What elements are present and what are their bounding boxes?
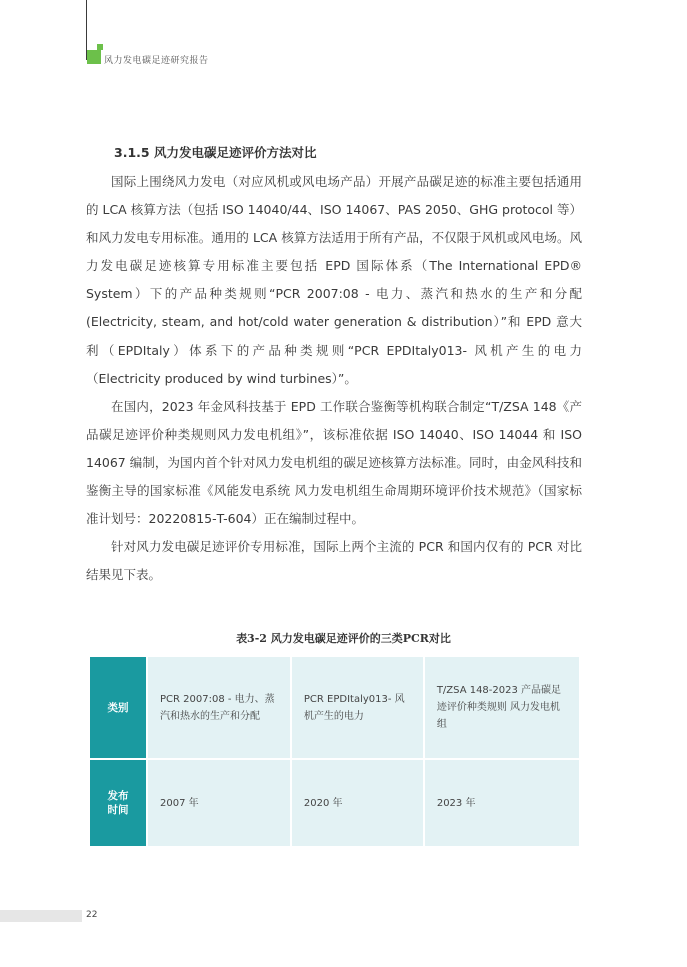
row-header-label: 发布时间 (107, 790, 129, 816)
table-cell: PCR EPDItaly013- 风机产生的电力 (291, 656, 424, 759)
pcr-comparison-table (88, 655, 581, 848)
paragraph: 国际上围绕风力发电（对应风机或风电场产品）开展产品碳足迹的标准主要包括通用的 LCA 核算方法（包括 ISO 14040/44、ISO 14067、PAS 2050、GHG protocol 等）和风力发电专用标准。通用的 LCA 核算方法适用于所有产品，不仅限于风机或风电场。风力发电碳足迹核算专用标准主要包括 EPD 国际体系（The International EPD® System）下的产品种类规则“PCR 2007:08 - 电力、蒸汽和热水的生产和分配(Electricity, steam, and hot/cold water generation & distribution）”和 EPD 意大利（EPDItaly）体系下的产品种类规则“PCR EPDItaly013- 风机产生的电力（Electricity produced by wind turbines）”。 (86, 174, 582, 386)
header-logo-small-square (97, 44, 103, 50)
running-title: 风力发电碳足迹研究报告 (104, 56, 209, 66)
table-row (89, 759, 580, 847)
page-number: 22 (86, 910, 98, 920)
header-logo-square (87, 50, 101, 64)
table-cell: 2020 年 (291, 759, 424, 847)
table-cell: 2007 年 (147, 759, 291, 847)
paragraph: 针对风力发电碳足迹评价专用标准，国际上两个主流的 PCR 和国内仅有的 PCR 对比结果见下表。 (86, 539, 582, 583)
paragraph: 在国内，2023 年金风科技基于 EPD 工作联合鉴衡等机构联合制定“T/ZSA 148《产品碳足迹评价种类规则风力发电机组》”，该标准依据 ISO 14040、ISO 14044 和 ISO 14067 编制，为国内首个针对风力发电机组的碳足迹核算方法标准。同时，由金风科技和鉴衡主导的国家标准《风能发电系统 风力发电机组生命周期环境评价技术规范》（国家标准计划号：20220815-T-604）正在编制过程中。 (86, 398, 582, 527)
row-header-category: 类别 (89, 656, 147, 759)
row-header-release-time (89, 759, 147, 847)
footer-bar (0, 910, 82, 922)
table-cell: 2023 年 (424, 759, 580, 847)
table-row (89, 656, 580, 759)
table-cell: T/ZSA 148-2023 产品碳足迹评价种类规则 风力发电机组 (424, 656, 580, 759)
table-caption: 表3-2 风力发电碳足迹评价的三类PCR对比 (236, 632, 451, 645)
table-cell: PCR 2007:08 - 电力、蒸汽和热水的生产和分配 (147, 656, 291, 759)
body-text (86, 168, 582, 589)
section-title: 3.1.5 风力发电碳足迹评价方法对比 (114, 145, 317, 160)
